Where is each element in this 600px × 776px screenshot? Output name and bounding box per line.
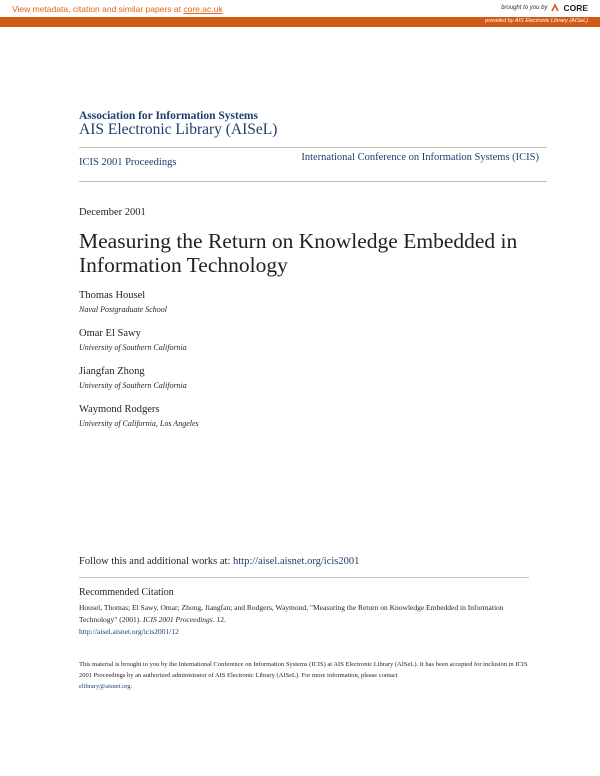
core-banner [0, 0, 600, 17]
recommended-citation-heading: Recommended Citation [79, 587, 174, 598]
author-name: Waymond Rodgers [79, 404, 160, 415]
access-notice [79, 659, 539, 692]
follow-link[interactable]: http://aisel.aisnet.org/icis2001 [233, 556, 360, 567]
core-provided-bar [0, 17, 600, 27]
paper-title: Measuring the Return on Knowledge Embedded in Information Technology [79, 229, 518, 277]
citation-text [79, 602, 529, 638]
divider-citation [79, 577, 529, 578]
organization-name[interactable]: Association for Information Systems [79, 110, 258, 122]
author-name: Jiangfan Zhong [79, 366, 145, 377]
author-affiliation: Naval Postgraduate School [79, 305, 167, 314]
citation-proceedings: ICIS 2001 Proceedings [142, 615, 213, 624]
core-ac-uk-link[interactable]: core.ac.uk [183, 4, 223, 14]
contact-email-link[interactable]: elibrary@aisnet.org [79, 683, 131, 690]
notice-end: . [130, 683, 133, 690]
notice-text: This material is brought to you by the International Conference on Information Systems (ICIS) at AIS Electronic Library (AISeL). It has been accepted for inclusion in ICIS 2001 Proceedings by an authorized administrator of AIS Electronic Library (AISeL). For more information, please contact [79, 661, 528, 679]
author-name: Omar El Sawy [79, 328, 141, 339]
divider-bottom [79, 181, 547, 182]
author-affiliation: University of Southern California [79, 381, 187, 390]
view-metadata-link[interactable] [12, 4, 223, 14]
author-name: Thomas Housel [79, 290, 146, 301]
core-logo-icon [550, 3, 560, 13]
conference-link[interactable]: International Conference on Information Systems (ICIS) [301, 152, 539, 163]
view-metadata-text: View metadata, citation and similar papers at [12, 4, 184, 14]
divider-top [79, 147, 547, 148]
follow-line [79, 556, 359, 567]
brought-by-text: brought to you by [501, 5, 548, 11]
proceedings-link[interactable]: ICIS 2001 Proceedings [79, 157, 177, 168]
citation-link[interactable]: http://aisel.aisnet.org/icis2001/12 [79, 627, 179, 636]
brought-to-you-by[interactable] [501, 3, 588, 13]
author-affiliation: University of Southern California [79, 343, 187, 352]
core-logo-text: CORE [563, 3, 588, 13]
citation-number: . 12. [212, 615, 226, 624]
library-name[interactable]: AIS Electronic Library (AISeL) [79, 121, 278, 138]
follow-text: Follow this and additional works at: [79, 556, 233, 567]
provided-by-text: provided by AIS Electronic Library (AISeL) [485, 18, 588, 24]
publication-date: December 2001 [79, 207, 146, 218]
citation-authors-title: Housel, Thomas; El Sawy, Omar; Zhong, Jiangfan; and Rodgers, Waymond, "Measuring the Return on Knowledge Embedded in Information Technology" (2001). [79, 603, 504, 624]
author-affiliation: University of California, Los Angeles [79, 419, 199, 428]
